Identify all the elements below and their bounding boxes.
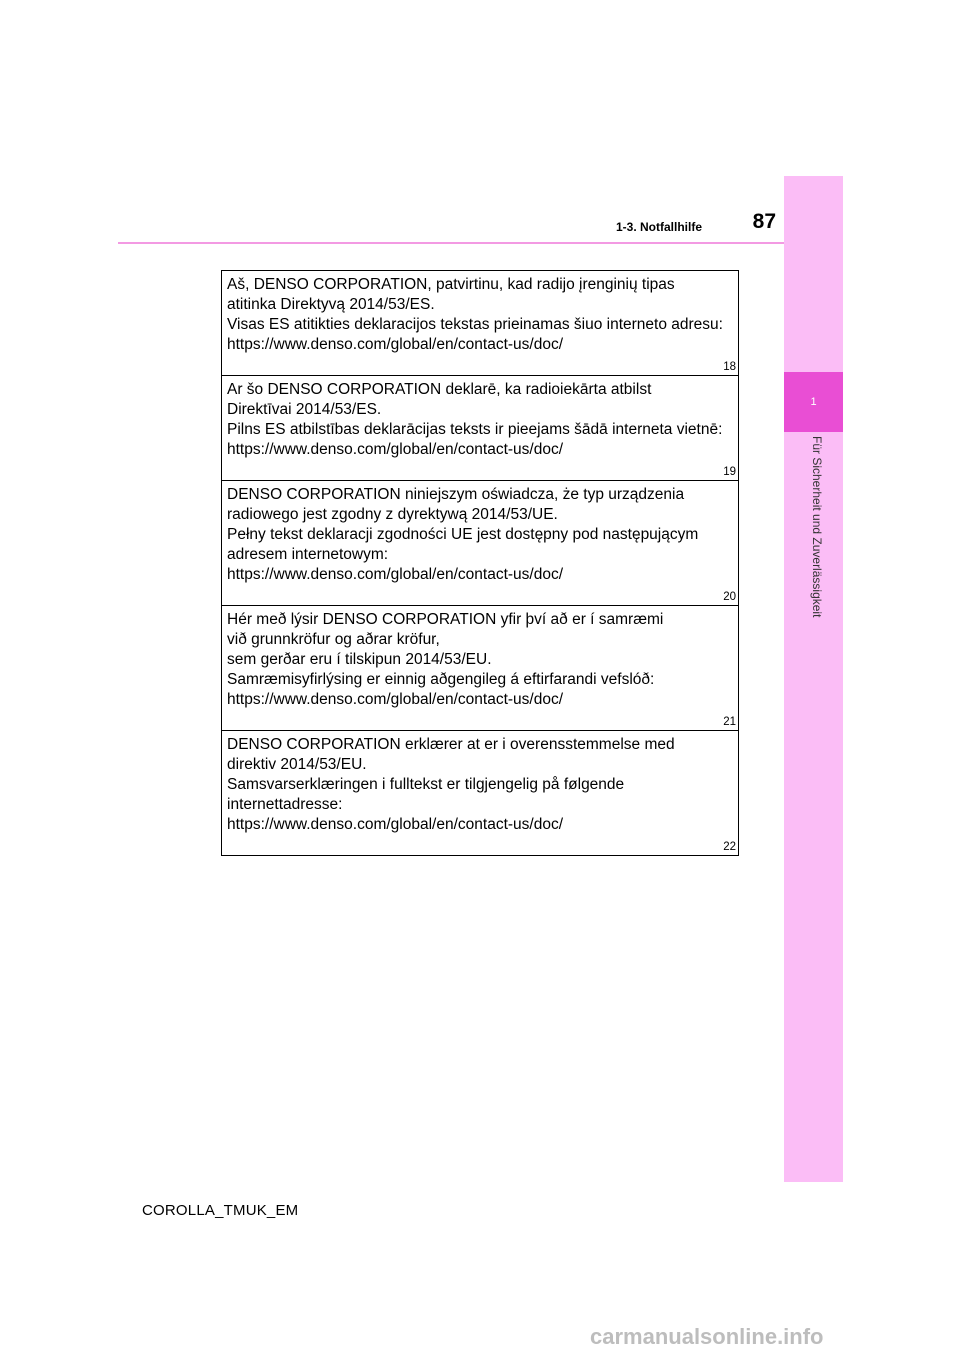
declaration-line: radiowego jest zgodny z dyrektywą 2014/53/UE. — [227, 506, 558, 523]
declaration-box — [222, 376, 738, 481]
watermark-text: carmanualsonline.info — [590, 1324, 824, 1349]
declaration-line: við grunnkröfur og aðrar kröfur, — [227, 631, 440, 648]
declaration-line: atitinka Direktyvą 2014/53/ES. — [227, 296, 435, 313]
declaration-number: 19 — [723, 466, 736, 478]
declaration-number: 18 — [723, 361, 736, 373]
declaration-line: Samsvarserklæringen i fulltekst er tilgjengelig på følgende — [227, 776, 625, 793]
declaration-line: direktiv 2014/53/EU. — [227, 756, 367, 773]
declaration-line: DENSO CORPORATION niniejszym oświadcza, że typ urządzenia — [227, 486, 685, 503]
declaration-number: 20 — [723, 591, 736, 603]
declaration-line: https://www.denso.com/global/en/contact-us/doc/ — [227, 336, 564, 353]
declaration-line: Pełny tekst deklaracji zgodności UE jest dostępny pod następującym — [227, 526, 699, 543]
declaration-line: internettadresse: — [227, 796, 343, 813]
side-tab — [784, 176, 843, 1182]
declaration-line: Pilns ES atbilstības deklarācijas teksts ir pieejams šādā interneta vietnē: — [227, 421, 723, 438]
declaration-line: Ar šo DENSO CORPORATION deklarē, ka radioiekārta atbilst — [227, 381, 652, 398]
declaration-line: sem gerðar eru í tilskipun 2014/53/EU. — [227, 651, 492, 668]
declaration-box — [222, 481, 738, 606]
declaration-number: 22 — [723, 841, 736, 853]
declaration-line: adresem internetowym: — [227, 546, 389, 563]
declaration-line: https://www.denso.com/global/en/contact-us/doc/ — [227, 816, 564, 833]
declarations-table — [221, 270, 739, 856]
declaration-line: Direktīvai 2014/53/ES. — [227, 401, 382, 418]
declaration-line: https://www.denso.com/global/en/contact-us/doc/ — [227, 441, 564, 458]
declaration-box — [222, 271, 738, 376]
chapter-title: Für Sicherheit und Zuverlässigkeit — [810, 436, 824, 618]
declaration-box — [222, 731, 738, 855]
page-number: 87 — [752, 210, 776, 233]
chapter-tab[interactable]: 1 — [784, 372, 843, 432]
declaration-line: https://www.denso.com/global/en/contact-us/doc/ — [227, 566, 564, 583]
declaration-line: Hér með lýsir DENSO CORPORATION yfir því að er í samræmi — [227, 611, 664, 628]
declaration-line: Visas ES atitikties deklaracijos tekstas prieinamas šiuo interneto adresu: — [227, 316, 723, 333]
header-rule — [118, 242, 784, 244]
declaration-line: Samræmisyfirlýsing er einnig aðgengileg á eftirfarandi vefslóð: — [227, 671, 655, 688]
declaration-box — [222, 606, 738, 731]
document-code: COROLLA_TMUK_EM — [142, 1202, 299, 1219]
declaration-line: https://www.denso.com/global/en/contact-us/doc/ — [227, 691, 564, 708]
declaration-number: 21 — [723, 716, 736, 728]
section-title: 1-3. Notfallhilfe — [615, 220, 702, 234]
declaration-line: Aš, DENSO CORPORATION, patvirtinu, kad radijo įrenginių tipas — [227, 276, 675, 293]
declaration-line: DENSO CORPORATION erklærer at er i overensstemmelse med — [227, 736, 675, 753]
